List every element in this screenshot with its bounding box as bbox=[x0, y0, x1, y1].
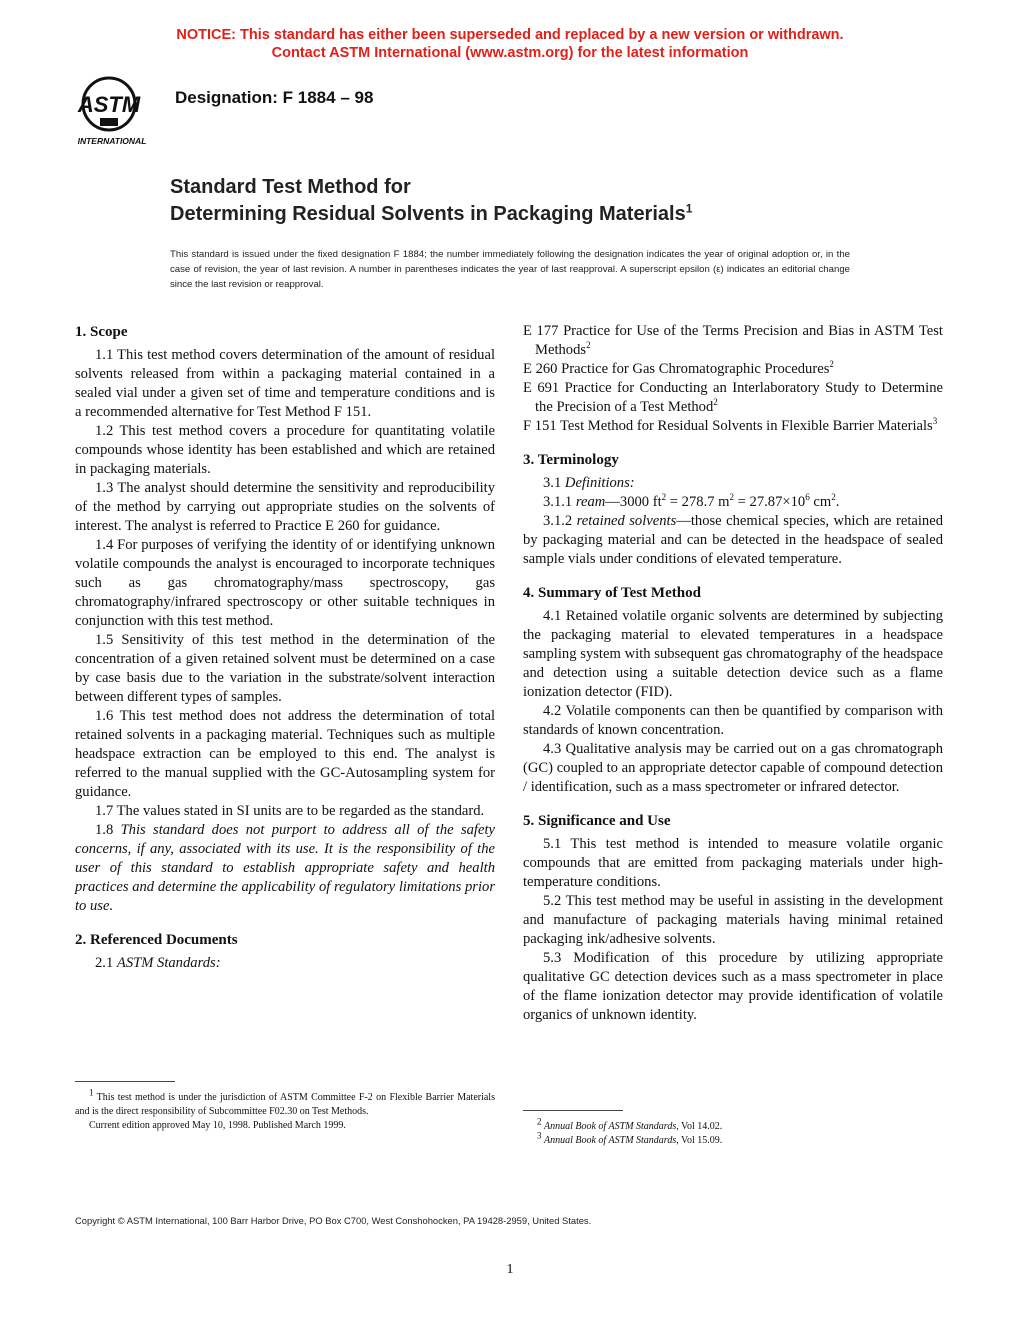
para-5-1: 5.1 This test method is intended to measure volatile organic compounds that are emitted from packaging materials under high-temperature conditions. bbox=[523, 836, 943, 890]
para-1-6: 1.6 This test method does not address the determination of total retained solvents in a packaging material. Techniques such as multiple headspace extraction can be employed to this end. The analyst is referred to the manual supplied with the GC-Autosampling system for guidance. bbox=[75, 708, 495, 800]
footnote-1: $^1$ This test method is under the jurisdiction of ASTM Committee F-2 on Flexible Barrier Materials and is the direct responsibility of Subcommittee F02.30 on Test Methods. Current edition approved May 10, 1998. Published March 1999. bbox=[75, 1087, 495, 1131]
svg-text:ASTM: ASTM bbox=[77, 92, 141, 117]
para-1-2: 1.2 This test method covers a procedure for quantitating volatile compounds whose identity has been established and which are retained in packaging materials. bbox=[75, 423, 495, 477]
ref-f151: F 151 Test Method for Residual Solvents in Flexible Barrier Materials$^3$ bbox=[523, 416, 938, 434]
para-2-1: 2.1 ASTM Standards: bbox=[95, 955, 221, 971]
para-1-7: 1.7 The values stated in SI units are to be regarded as the standard. bbox=[95, 803, 485, 819]
title-footnote-mark: 1 bbox=[685, 201, 693, 216]
para-4-1: 4.1 Retained volatile organic solvents are determined by subjecting the packaging material to elevated temperatures in a headspace sampling system with subsequent gas chromatography of the headspace and detection using a suitable detection device such as a flame ionization detector (FID). bbox=[523, 608, 943, 700]
section-heading-significance: 5. Significance and Use bbox=[523, 813, 671, 829]
notice-line-1: NOTICE: This standard has either been superseded and replaced by a new version or withdrawn. bbox=[176, 27, 844, 43]
para-1-4: 1.4 For purposes of verifying the identity of or identifying unknown volatile compounds the analyst is encouraged to incorporate techniques such as gas chromatography/mass spectroscopy, gas chromatography/infrared spectroscopy or other suitable techniques in conjunction with this test method. bbox=[75, 537, 495, 629]
para-5-3: 5.3 Modification of this procedure by utilizing appropriate qualitative GC detection devices such as a mass spectrometer in place of the flame ionization detector may provide identification of volatile organics of unknown identity. bbox=[523, 950, 943, 1023]
para-1-8: 1.8 This standard does not purport to address all of the safety concerns, if any, associated with its use. It is the responsibility of the user of this standard to establish appropriate safety and health practices and determine the applicability of regulatory limitations prior to use. bbox=[75, 822, 495, 914]
footnote-divider-left bbox=[75, 1081, 175, 1082]
right-column bbox=[523, 322, 943, 1025]
section-heading-terminology: 3. Terminology bbox=[523, 452, 619, 468]
ref-e691: E 691 Practice for Conducting an Interlaboratory Study to Determine the Precision of a Test Method$^2$ bbox=[523, 380, 943, 415]
footnote-3: $^3$ Annual Book of ASTM Standards, Vol 15.09. bbox=[537, 1130, 723, 1146]
para-3-1-1: 3.1.1 ream—3000 $ft^2 = 278.7$ $m^2 = 27.87\times 10^6$ $cm^2$. bbox=[543, 492, 840, 510]
para-4-3: 4.3 Qualitative analysis may be carried out on a gas chromatograph (GC) coupled to an appropriate detector capable of compound detection / identification, such as a mass spectrometer or infrared detector. bbox=[523, 741, 943, 795]
para-3-1-2: 3.1.2 retained solvents—those chemical species, which are retained by packaging material and can be detected in the headspace of sealed sample vials under conditions of elevated temperature. bbox=[523, 513, 943, 567]
para-5-2: 5.2 This test method may be useful in assisting in the development and manufacture of packaging materials having minimal retained packaging ink/adhesive solvents. bbox=[523, 893, 943, 947]
para-1-3: 1.3 The analyst should determine the sensitivity and reproducibility of the method by carrying out appropriate studies on the solvents of interest. The analyst is referred to Practice E 260 for guidance. bbox=[75, 480, 495, 534]
intro-note: This standard is issued under the fixed designation F 1884; the number immediately following the designation indicates the year of original adoption or, in the case of revision, the year of last revision. A number in parentheses indicates the year of last reapproval. A superscript epsilon (ε) indicates an editorial change since the last revision or reapproval. bbox=[170, 249, 850, 290]
title-line-1: Standard Test Method for bbox=[170, 176, 411, 198]
document-title bbox=[170, 174, 692, 228]
ref-e260: E 260 Practice for Gas Chromatographic Procedures$^2$ bbox=[523, 359, 834, 377]
section-heading-referenced-documents: 2. Referenced Documents bbox=[75, 932, 238, 948]
ref-e177: E 177 Practice for Use of the Terms Precision and Bias in ASTM Test Methods$^2$ bbox=[523, 323, 943, 358]
left-column bbox=[75, 322, 495, 973]
para-4-2: 4.2 Volatile components can then be quantified by comparison with standards of known concentration. bbox=[523, 703, 943, 738]
page-number: 1 bbox=[506, 1262, 514, 1277]
footnote-divider-right bbox=[523, 1110, 623, 1111]
astm-logo-icon bbox=[64, 72, 164, 152]
title-line-2: Determining Residual Solvents in Packaging Materials$^1$ bbox=[170, 201, 693, 225]
section-heading-scope: 1. Scope bbox=[75, 324, 128, 340]
copyright-line: Copyright © ASTM International, 100 Barr Harbor Drive, PO Box C700, West Conshohocken, PA 19428-2959, United States. bbox=[75, 1215, 592, 1226]
svg-text:INTERNATIONAL: INTERNATIONAL bbox=[77, 136, 147, 146]
para-1-1: 1.1 This test method covers determination of the amount of residual solvents released from within a packaging material contained in a sealed vial under a given set of time and temperature conditions and is a recommended alternative for Test Method F 151. bbox=[75, 347, 495, 420]
notice-line-2: Contact ASTM International (www.astm.org) for the latest information bbox=[271, 45, 749, 61]
section-heading-summary: 4. Summary of Test Method bbox=[523, 585, 701, 601]
para-1-5: 1.5 Sensitivity of this test method in the determination of the concentration of a given retained solvent must be determined on a case by case basis due to the variation in the substrate/solvent interaction between different types of samples. bbox=[75, 632, 495, 705]
designation: Designation: F 1884 – 98 bbox=[175, 88, 374, 107]
footnote-2: $^2$ Annual Book of ASTM Standards, Vol 14.02. $^3$ Annual Book of ASTM Standards, Vol 15.09. bbox=[523, 1120, 943, 1148]
para-3-1: 3.1 Definitions: bbox=[543, 475, 635, 491]
notice-banner bbox=[0, 26, 1020, 62]
